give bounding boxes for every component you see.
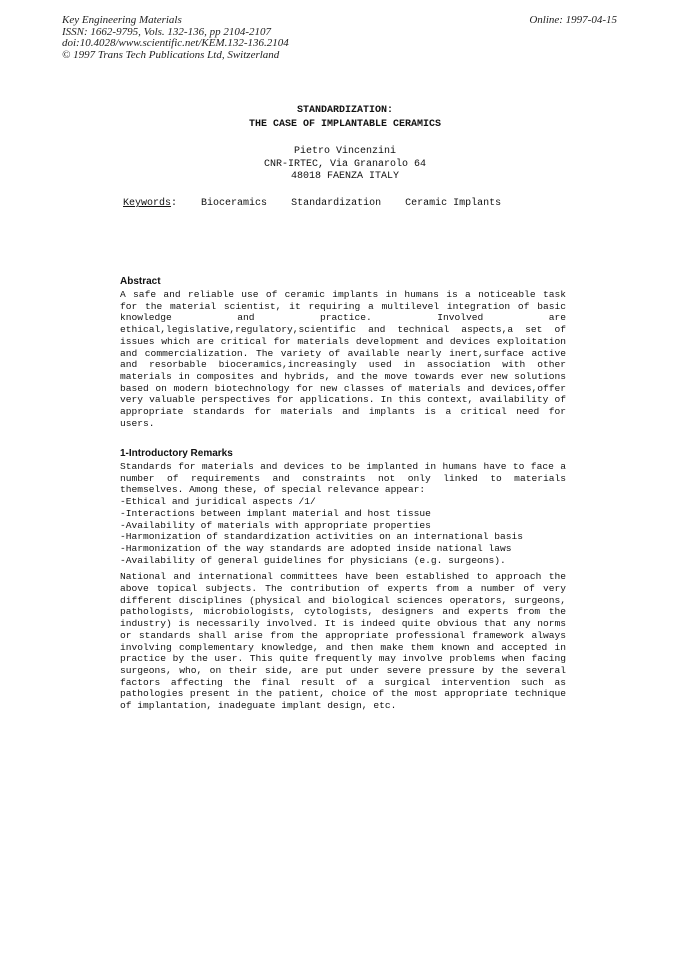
list-item: -Availability of general guidelines for physicians (e.g. surgeons). xyxy=(120,554,506,566)
intro-paragraph-2: National and international committees have been established to approach the above topical subjects. The contribution of experts from a number of very different disciplines (physical and biological sciences operators, surgeons, pathologists, microbiologists, cytologists, designers and experts from the industry) is necessarily involved. It is indeed quite obvious that any norms or standards shall arise from the appropriate professional framework always involving complementary knowledge, and then make them known and accepted in practice by the user. This quite frequently may involve problems when facing surgeons, who, on their side, are put under severe pressure by the several factors affecting the final result of a surgical intervention such as pathologies present in the patient, choice of the most appropriate technique of implantation, inadeguate implant design, etc. xyxy=(120,571,566,712)
abstract-heading: Abstract xyxy=(120,276,161,287)
author-city: 48018 FAENZA ITALY xyxy=(290,171,400,182)
keywords-line xyxy=(123,198,501,210)
author-block xyxy=(120,146,570,184)
title-line-1: STANDARDIZATION: xyxy=(296,105,393,116)
abstract-text: A safe and reliable use of ceramic implants in humans is a noticeable task for the material scientist, it requiring a multilevel integration of basic knowledge and practice. Involved are ethical,legislative,regulatory,scientific and technical aspects,a set of issues which are critical for materials development and devices exploitation and commercialization. The variety of available nearly inert,surface active and resorbable bioceramics,increasingly used in association with other materials in composites and hybrids, and the move towards ever new solutions based on modern biotechnology for new classes of materials and devices,offer very valuable perspectives for applications. In this context, availability of appropriate standards for materials and implants is a critical need for users. xyxy=(120,289,566,429)
intro-section xyxy=(120,448,566,712)
page-header xyxy=(62,15,617,61)
doi-line[interactable]: doi:10.4028/www.scientific.net/KEM.132-136.2104 xyxy=(62,37,289,49)
keywords-colon: : xyxy=(171,198,178,209)
title-line-2: THE CASE OF IMPLANTABLE CERAMICS xyxy=(248,119,442,130)
paper-title xyxy=(120,104,570,132)
intro-heading: 1-Introductory Remarks xyxy=(120,448,233,459)
copyright-line: © 1997 Trans Tech Publications Ltd, Switzerland xyxy=(62,48,280,61)
abstract-section xyxy=(120,276,566,429)
keywords-label: Keywords xyxy=(123,198,172,209)
online-date: Online: 1997-04-15 xyxy=(529,14,617,26)
list-item: -Interactions between implant material and host tissue xyxy=(120,507,431,519)
intro-paragraph-1: Standards for materials and devices to be implanted in humans have to face a number of requirements and constraints not only linked to materials themselves. Among these, of special relevance appear: xyxy=(120,461,566,496)
list-item: -Harmonization of standardization activities on an international basis xyxy=(120,531,524,543)
author-affiliation: CNR-IRTEC, Via Granarolo 64 xyxy=(263,158,427,170)
list-item: -Availability of materials with appropriate properties xyxy=(120,519,431,531)
keyword-item: Ceramic Implants xyxy=(405,198,502,209)
keyword-item: Bioceramics xyxy=(201,198,268,209)
keyword-item: Standardization xyxy=(291,198,382,209)
list-item: -Ethical and juridical aspects /1/ xyxy=(120,496,316,508)
issn-line: ISSN: 1662-9795, Vols. 132-136, pp 2104-2107 xyxy=(62,25,271,38)
list-item: -Harmonization of the way standards are adopted inside national laws xyxy=(120,542,512,554)
journal-name: Key Engineering Materials xyxy=(62,14,182,26)
author-name: Pietro Vincenzini xyxy=(293,146,397,157)
